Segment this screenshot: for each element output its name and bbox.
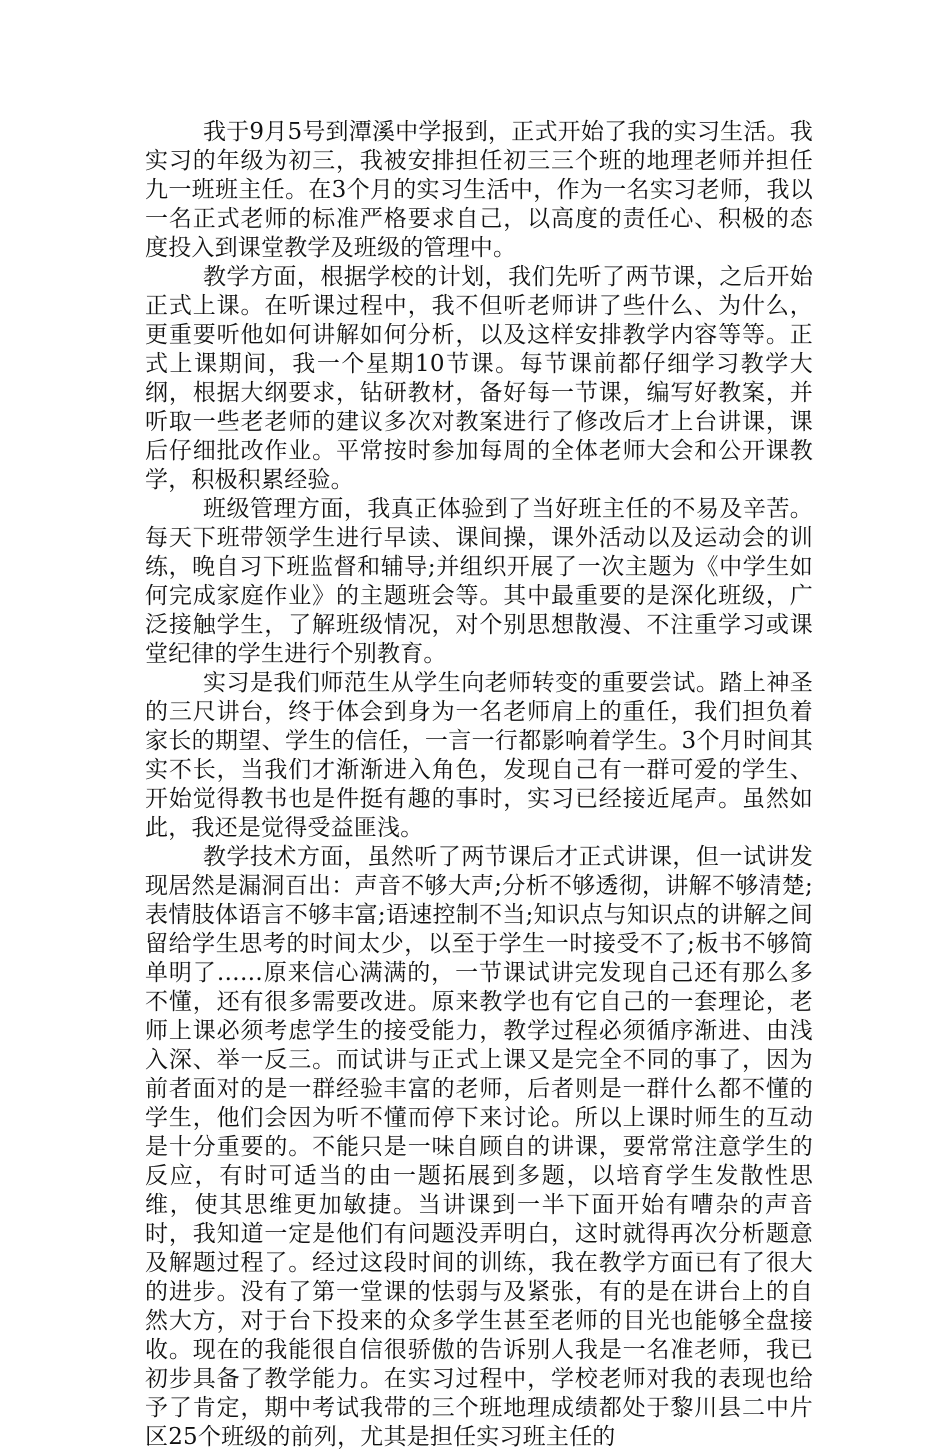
paragraph-teaching-skills: 教学技术方面，虽然听了两节课后才正式讲课，但一试讲发现居然是漏洞百出：声音不够大声;分析不够透彻，讲解不够清楚;表情肢体语言不够丰富;语速控制不当;知识点与知识点的讲解之间留给学生思考的时间太少，以至于学生一时接受不了;板书不够简单明了……原来信心满满的，一节课试讲完发现自己还有那么多不懂，还有很多需要改进。原来教学也有它自己的一套理论，老师上课必须考虑学生的接受能力，教学过程必须循序渐进、由浅入深、举一反三。而试讲与正式上课又是完全不同的事了，因为前者面对的是一群经验丰富的老师，后者则是一群什么都不懂的学生，他们会因为听不懂而停下来讨论。所以上课时师生的互动是十分重要的。不能只是一味自顾自的讲课，要常常注意学生的反应，有时可适当的由一题拓展到多题，以培育学生发散性思维，使其思维更加敏捷。当讲课到一半下面开始有嘈杂的声音时，我知道一定是他们有问题没弄明白，这时就得再次分析题意及解题过程了。经过这段时间的训练，我在教学方面已有了很大的进步。没有了第一堂课的怯弱与及紧张，有的是在讲台上的自然大方，对于台下投来的众多学生甚至老师的目光也能够全盘接收。现在的我能很自信很骄傲的告诉别人我是一名准老师，我已初步具备了教学能力。在实习过程中，学校老师对我的表现也给予了肯定，期中考试我带的三个班地理成绩都处于黎川县二中片区25个班级的前列，尤其是担任实习班主任的 [145,844,813,1450]
paragraph-reflection: 实习是我们师范生从学生向老师转变的重要尝试。踏上神圣的三尺讲台，终于体会到身为一名老师肩上的重任，我们担负着家长的期望、学生的信任，一言一行都影响着学生。3个月时间其实不长，当我们才渐渐进入角色，发现自己有一群可爱的学生、开始觉得教书也是件挺有趣的事时，实习已经接近尾声。虽然如此，我还是觉得受益匪浅。 [145,670,813,841]
paragraph-internship-start: 我于9月5号到潭溪中学报到，正式开始了我的实习生活。我实习的年级为初三，我被安排担任初三三个班的地理老师并担任九一班班主任。在3个月的实习生活中，作为一名实习老师，我以一名正式老师的标准严格要求自己，以高度的责任心、积极的态度投入到课堂教学及班级的管理中。 [145,119,813,261]
paragraph-teaching: 教学方面，根据学校的计划，我们先听了两节课，之后开始正式上课。在听课过程中，我不但听老师讲了些什么、为什么，更重要听他如何讲解如何分析，以及这样安排教学内容等等。正式上课期间，我一个星期10节课。每节课前都仔细学习教学大纲，根据大纲要求，钻研教材，备好每一节课，编写好教案，并听取一些老老师的建议多次对教案进行了修改后才上台讲课，课后仔细批改作业。平常按时参加每周的全体老师大会和公开课教学，积极积累经验。 [145,264,813,493]
paragraph-class-management: 班级管理方面，我真正体验到了当好班主任的不易及辛苦。每天下班带领学生进行早读、课间操，课外活动以及运动会的训练，晚自习下班监督和辅导;并组织开展了一次主题为《中学生如何完成家庭作业》的主题班会等。其中最重要的是深化班级，广泛接触学生，了解班级情况，对个别思想散漫、不注重学习或课堂纪律的学生进行个别教育。 [145,496,813,667]
document-body [145,118,813,1452]
